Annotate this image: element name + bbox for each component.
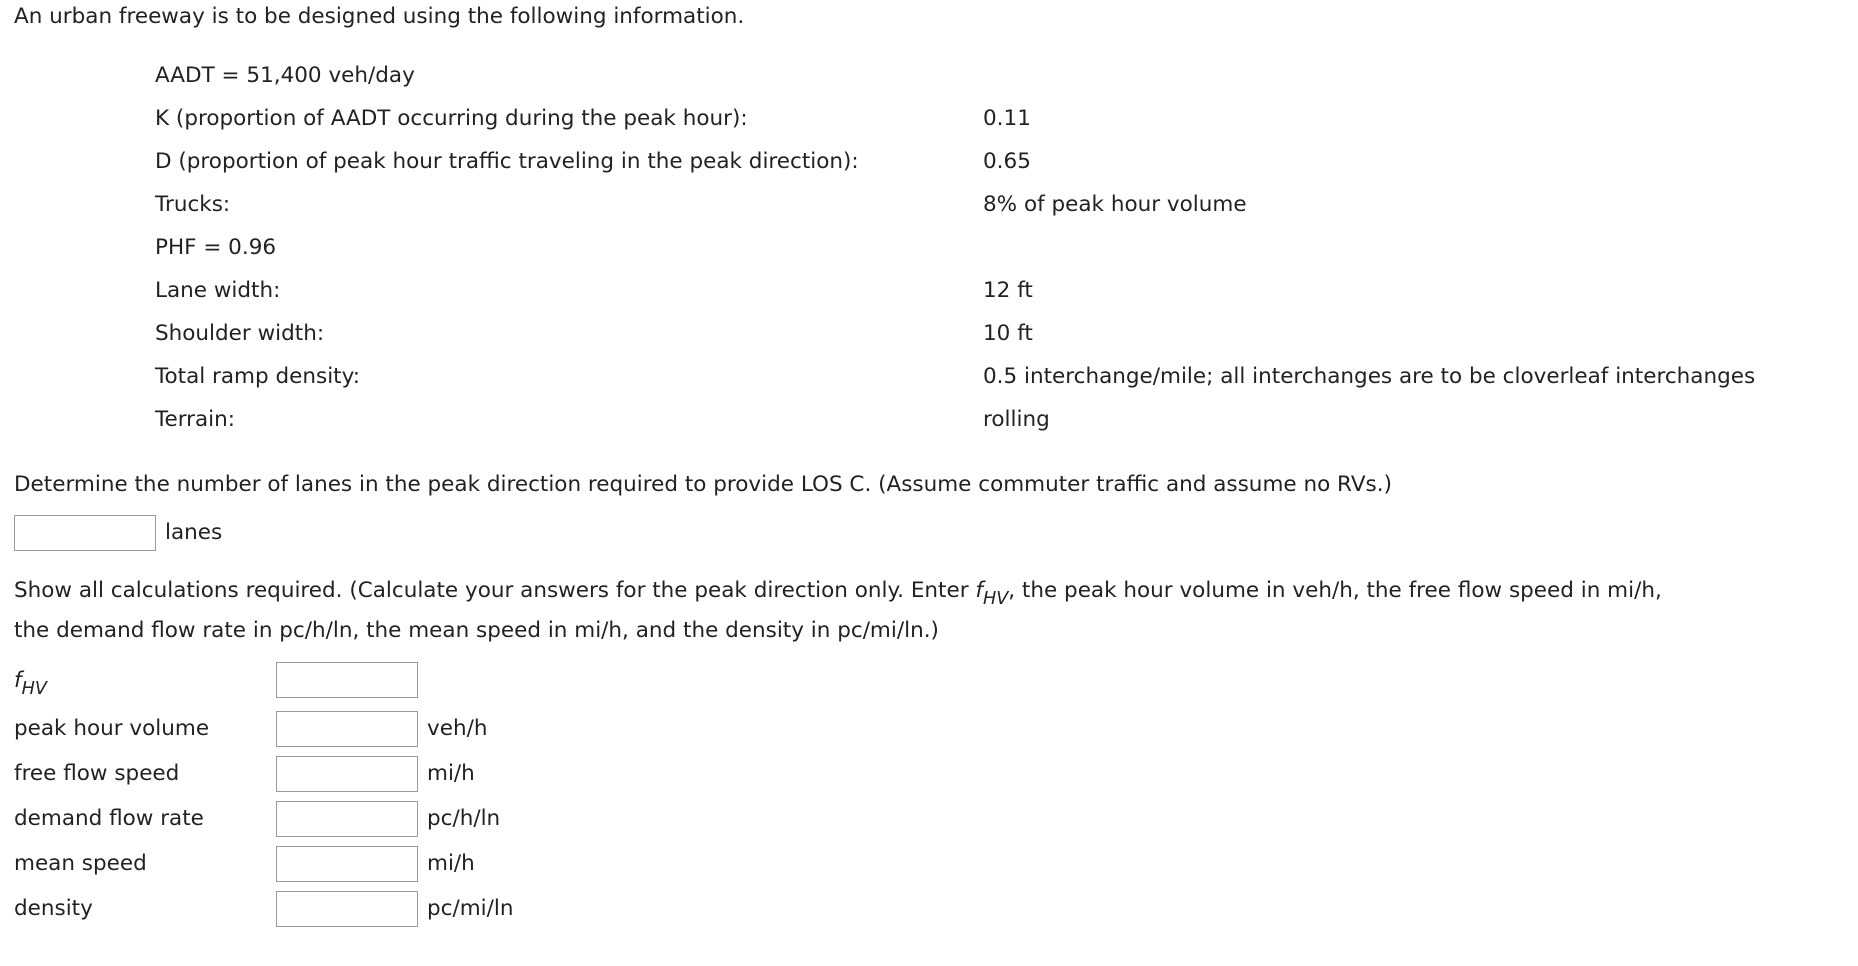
demand-flow-rate-unit: pc/h/ln [427, 806, 501, 831]
mean-speed-label: mean speed [14, 851, 147, 876]
given-k-value: 0.11 [983, 106, 1031, 131]
demand-flow-rate-input[interactable] [276, 801, 418, 837]
fhv-label: $f_{HV}$ [14, 668, 47, 699]
question-lanes-text: Determine the number of lanes in the peak direction required to provide LOS C. (Assume commuter traffic and assume no RVs.) [14, 472, 1392, 497]
question-calculations-part1: Show all calculations required. (Calculate your answers for the peak direction only. Enter [14, 578, 976, 603]
lanes-unit: lanes [165, 520, 223, 545]
given-k-label: K (proportion of AADT occurring during the peak hour): [155, 106, 748, 131]
density-input[interactable] [276, 891, 418, 927]
given-ramp-density-value: 0.5 interchange/mile; all interchanges are to be cloverleaf interchanges [983, 364, 1756, 389]
given-shoulder-width-value: 10 ft [983, 321, 1033, 346]
given-trucks-label: Trucks: [155, 192, 231, 217]
free-flow-speed-input[interactable] [276, 756, 418, 792]
given-ramp-density-label: Total ramp density: [155, 364, 360, 389]
fhv-symbol-inline: $f_{HV}$ [975, 578, 1009, 609]
peak-hour-volume-input[interactable] [276, 711, 418, 747]
mean-speed-unit: mi/h [427, 851, 475, 876]
lanes-input[interactable] [14, 515, 156, 551]
given-phf: PHF = 0.96 [155, 235, 277, 260]
fhv-input[interactable] [276, 662, 418, 698]
given-lane-width-label: Lane width: [155, 278, 281, 303]
demand-flow-rate-label: demand flow rate [14, 806, 204, 831]
question-calculations-part2: the peak hour volume in veh/h, the free flow speed in mi/h, [1015, 578, 1662, 603]
given-terrain-value: rolling [983, 407, 1050, 432]
question-calculations-line2: the demand flow rate in pc/h/ln, the mean speed in mi/h, and the density in pc/mi/ln.) [14, 618, 939, 643]
density-unit: pc/mi/ln [427, 896, 514, 921]
density-label: density [14, 896, 93, 921]
question-calculations-comma: , [1008, 578, 1016, 603]
question-calculations-text [14, 578, 1662, 609]
mean-speed-input[interactable] [276, 846, 418, 882]
peak-hour-volume-label: peak hour volume [14, 716, 210, 741]
peak-hour-volume-unit: veh/h [427, 716, 488, 741]
free-flow-speed-label: free flow speed [14, 761, 180, 786]
given-d-value: 0.65 [983, 149, 1031, 174]
intro-text: An urban freeway is to be designed using the following information. [14, 4, 745, 29]
given-aadt: AADT = 51,400 veh/day [155, 63, 415, 88]
given-terrain-label: Terrain: [155, 407, 236, 432]
given-shoulder-width-label: Shoulder width: [155, 321, 325, 346]
given-lane-width-value: 12 ft [983, 278, 1033, 303]
free-flow-speed-unit: mi/h [427, 761, 475, 786]
given-d-label: D (proportion of peak hour traffic traveling in the peak direction): [155, 149, 859, 174]
given-trucks-value: 8% of peak hour volume [983, 192, 1247, 217]
